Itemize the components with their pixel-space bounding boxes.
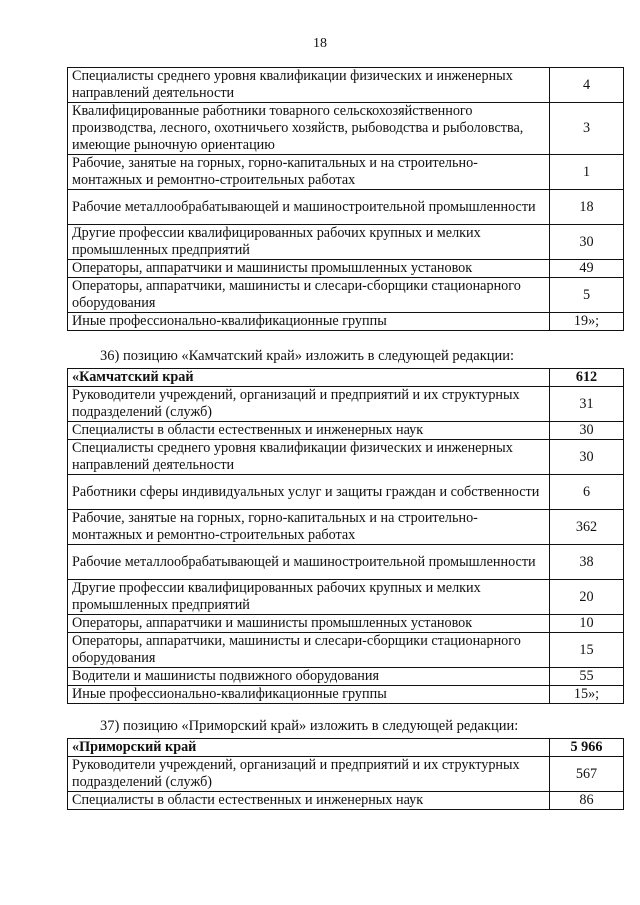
row-label: Специалисты среднего уровня квалификации физических и инженерных направлений деятельности [68, 440, 550, 475]
table-row [68, 440, 624, 475]
row-value: 10 [550, 615, 624, 633]
table-row [68, 225, 624, 260]
region-name: «Приморский край [68, 739, 550, 757]
row-value: 1 [550, 155, 624, 190]
row-value: 31 [550, 387, 624, 422]
row-value: 55 [550, 668, 624, 686]
table-continuation [67, 67, 624, 331]
row-label: Операторы, аппаратчики и машинисты промышленных установок [68, 260, 550, 278]
row-label: Рабочие металлообрабатывающей и машиностроительной промышленности [68, 190, 550, 225]
region-name: «Камчатский край [68, 369, 550, 387]
table-row [68, 580, 624, 615]
table-row [68, 792, 624, 810]
row-value: 567 [550, 757, 624, 792]
row-label: Руководители учреждений, организаций и предприятий и их структурных подразделений (служб) [68, 387, 550, 422]
row-label: Руководители учреждений, организаций и предприятий и их структурных подразделений (служб) [68, 757, 550, 792]
table-row [68, 387, 624, 422]
row-label: Специалисты среднего уровня квалификации физических и инженерных направлений деятельности [68, 68, 550, 103]
amendment-instruction-37: 37) позицию «Приморский край» изложить в следующей редакции: [100, 718, 519, 734]
row-label: Рабочие металлообрабатывающей и машиностроительной промышленности [68, 545, 550, 580]
table-row [68, 757, 624, 792]
row-value: 38 [550, 545, 624, 580]
region-total: 612 [550, 369, 624, 387]
row-label: Специалисты в области естественных и инженерных наук [68, 422, 550, 440]
table-row [68, 278, 624, 313]
row-label: Водители и машинисты подвижного оборудования [68, 668, 550, 686]
table-row [68, 103, 624, 155]
table-row [68, 475, 624, 510]
row-value: 86 [550, 792, 624, 810]
row-label: Операторы, аппаратчики, машинисты и слесари-сборщики стационарного оборудования [68, 633, 550, 668]
table-row [68, 545, 624, 580]
row-label: Специалисты в области естественных и инженерных наук [68, 792, 550, 810]
page-number: 18 [313, 36, 327, 51]
row-value: 362 [550, 510, 624, 545]
row-value: 15 [550, 633, 624, 668]
table-row [68, 260, 624, 278]
row-value: 49 [550, 260, 624, 278]
row-label: Другие профессии квалифицированных рабочих крупных и мелких промышленных предприятий [68, 225, 550, 260]
row-label: Рабочие, занятые на горных, горно-капитальных и на строительно-монтажных и ремонтно-строительных работах [68, 155, 550, 190]
table-row [68, 155, 624, 190]
row-label: Квалифицированные работники товарного сельскохозяйственного производства, лесного, охотничьего хозяйств, рыбоводства и рыболовства, имеющие рыночную ориентацию [68, 103, 550, 155]
row-label: Другие профессии квалифицированных рабочих крупных и мелких промышленных предприятий [68, 580, 550, 615]
row-label: Рабочие, занятые на горных, горно-капитальных и на строительно-монтажных и ремонтно-строительных работах [68, 510, 550, 545]
row-value: 4 [550, 68, 624, 103]
table-row [68, 68, 624, 103]
row-label: Операторы, аппаратчики, машинисты и слесари-сборщики стационарного оборудования [68, 278, 550, 313]
row-label: Иные профессионально-квалификационные группы [68, 313, 550, 331]
table-row [68, 190, 624, 225]
table-row [68, 633, 624, 668]
table-header-row [68, 739, 624, 757]
table-row [68, 615, 624, 633]
row-value: 18 [550, 190, 624, 225]
table-header-row [68, 369, 624, 387]
row-label: Иные профессионально-квалификационные группы [68, 686, 550, 704]
row-value: 30 [550, 225, 624, 260]
table-row [68, 668, 624, 686]
region-total: 5 966 [550, 739, 624, 757]
row-value: 3 [550, 103, 624, 155]
row-value: 20 [550, 580, 624, 615]
row-value: 6 [550, 475, 624, 510]
row-value: 30 [550, 422, 624, 440]
row-value: 5 [550, 278, 624, 313]
row-value: 15»; [550, 686, 624, 704]
table-row [68, 313, 624, 331]
table-row [68, 510, 624, 545]
row-value: 30 [550, 440, 624, 475]
amendment-instruction-36: 36) позицию «Камчатский край» изложить в следующей редакции: [100, 348, 515, 364]
row-value: 19»; [550, 313, 624, 331]
table-kamchatka [67, 368, 624, 704]
table-row [68, 686, 624, 704]
table-primorsky [67, 738, 624, 810]
table-row [68, 422, 624, 440]
row-label: Операторы, аппаратчики и машинисты промышленных установок [68, 615, 550, 633]
row-label: Работники сферы индивидуальных услуг и защиты граждан и собственности [68, 475, 550, 510]
